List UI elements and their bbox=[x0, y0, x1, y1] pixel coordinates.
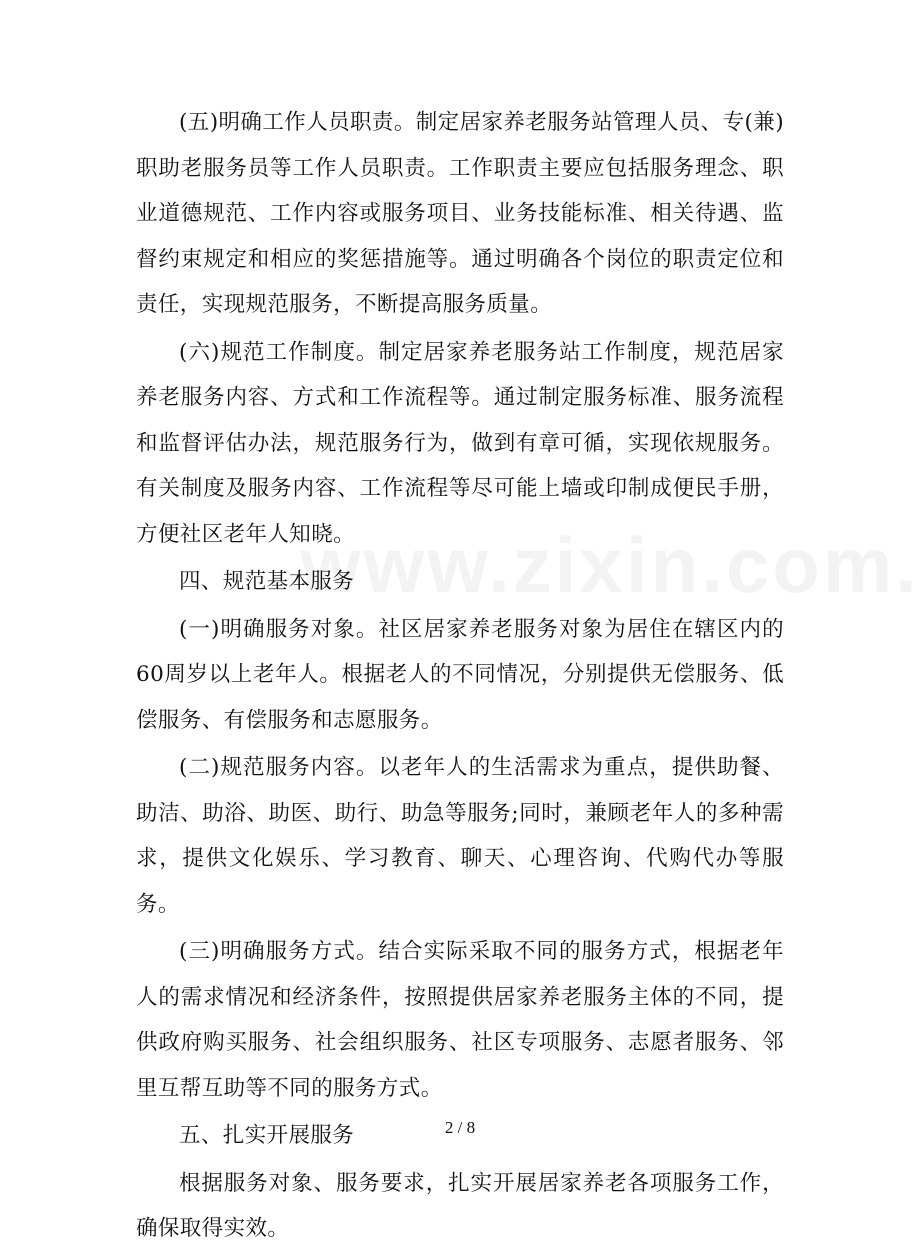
paragraph-service-content: (二)规范服务内容。以老年人的生活需求为重点，提供助餐、助洁、助浴、助医、助行、助急等服务;同时，兼顾老年人的多种需求，提供文化娱乐、学习教育、聊天、心理咨询、代购代办等服务。 bbox=[136, 755, 784, 917]
section-heading-basic-services: 四、规范基本服务 bbox=[179, 569, 355, 594]
paragraph-staff-duties: (五)明确工作人员职责。制定居家养老服务站管理人员、专(兼)职助老服务员等工作人员职责。工作职责主要应包括服务理念、职业道德规范、工作内容或服务项目、业务技能标准、相关待遇、监督约束规定和相应的奖惩措施等。通过明确各个岗位的职责定位和责任，实现规范服务，不断提高服务质量。 bbox=[136, 110, 784, 317]
paragraph-carry-out: 根据服务对象、服务要求，扎实开展居家养老各项服务工作，确保取得实效。 bbox=[136, 1170, 784, 1241]
paragraph-service-targets: (一)明确服务对象。社区居家养老服务对象为居住在辖区内的60周岁以上老年人。根据老人的不同情况，分别提供无偿服务、低偿服务、有偿服务和志愿服务。 bbox=[136, 616, 784, 733]
page-number: 2 / 8 bbox=[444, 1118, 476, 1137]
paragraph-service-methods: (三)明确服务方式。结合实际采取不同的服务方式，根据老年人的需求情况和经济条件，按照提供居家养老服务主体的不同，提供政府购买服务、社会组织服务、社区专项服务、志愿者服务、邻里互帮互助等不同的服务方式。 bbox=[136, 939, 784, 1101]
document-body bbox=[136, 100, 784, 1254]
section-heading-carry-out-services: 五、扎实开展服务 bbox=[179, 1123, 355, 1148]
paragraph-work-rules: (六)规范工作制度。制定居家养老服务站工作制度，规范居家养老服务内容、方式和工作流程等。通过制定服务标准、服务流程和监督评估办法，规范服务行为，做到有章可循，实现依规服务。有关制度及服务内容、工作流程等尽可能上墙或印制成便民手册，方便社区老年人知晓。 bbox=[136, 339, 784, 547]
